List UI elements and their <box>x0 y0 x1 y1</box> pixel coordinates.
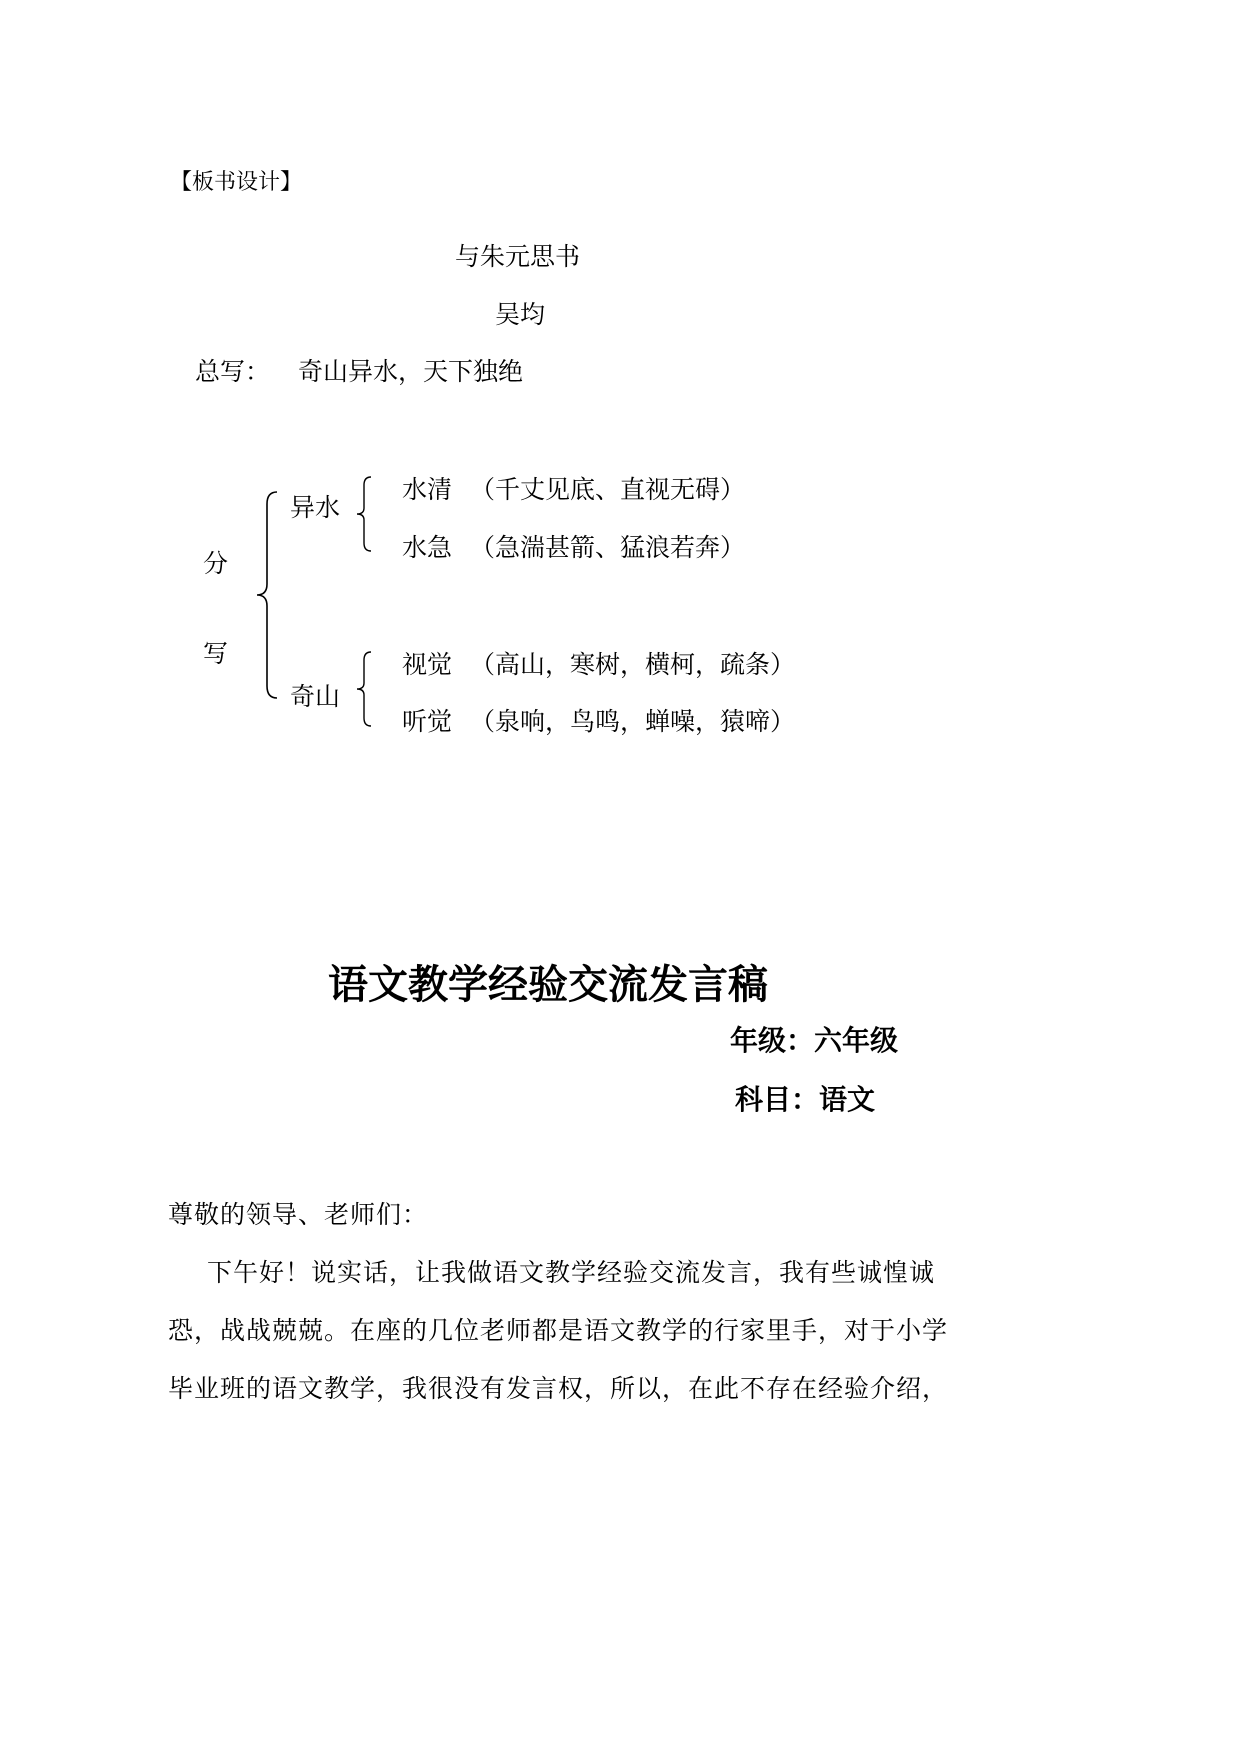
branch-name-water: 异水 <box>290 493 341 522</box>
speech-subject: 科目：语文 <box>735 1083 876 1116</box>
item-label: 视觉 <box>402 650 453 679</box>
speech-line: 下午好！说实话，让我做语文教学经验交流发言，我有些诚惶诚 <box>207 1258 936 1287</box>
large-brace-icon <box>255 490 285 700</box>
detail-label-bottom: 写 <box>203 639 229 668</box>
lesson-title: 与朱元思书 <box>455 242 581 271</box>
small-brace-icon <box>355 650 375 728</box>
speech-line: 恐，战战兢兢。在座的几位老师都是语文教学的行家里手，对于小学 <box>168 1316 949 1345</box>
speech-line: 毕业班的语文教学，我很没有发言权，所以，在此不存在经验介绍， <box>168 1374 949 1403</box>
speech-title: 语文教学经验交流发言稿 <box>328 962 768 1008</box>
summary-text: 奇山异水，天下独绝 <box>298 357 524 386</box>
item-detail: （泉响，鸟鸣，蝉噪，猿啼） <box>470 707 796 736</box>
small-brace-icon <box>355 475 375 553</box>
detail-label-top: 分 <box>203 549 229 578</box>
speech-greeting: 尊敬的领导、老师们： <box>168 1200 429 1229</box>
speech-grade: 年级：六年级 <box>730 1024 899 1057</box>
item-label: 水清 <box>402 475 453 504</box>
branch-name-mountain: 奇山 <box>290 682 341 711</box>
item-detail: （千丈见底、直视无碍） <box>470 475 746 504</box>
item-label: 水急 <box>402 533 453 562</box>
item-detail: （高山，寒树，横柯，疏条） <box>470 650 796 679</box>
item-label: 听觉 <box>402 707 453 736</box>
item-detail: （急湍甚箭、猛浪若奔） <box>470 533 746 562</box>
section-label: 【板书设计】 <box>170 170 303 195</box>
lesson-author: 吴均 <box>495 300 546 329</box>
summary-label: 总写： <box>195 357 271 386</box>
